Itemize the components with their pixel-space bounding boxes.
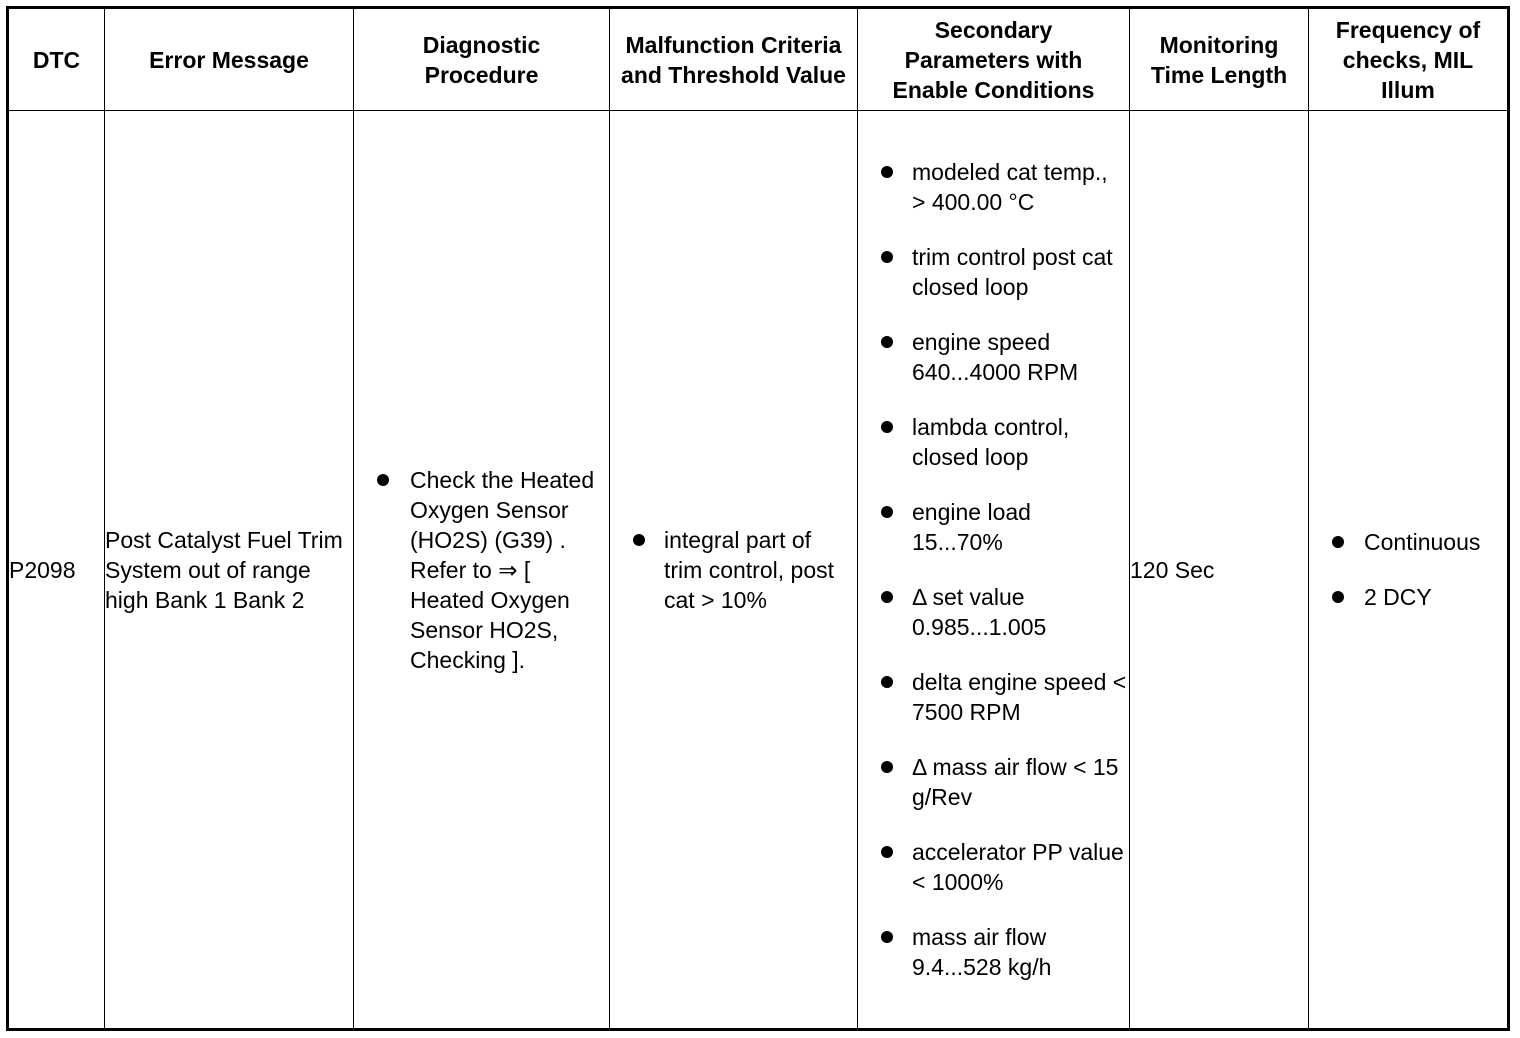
criteria-item: integral part of trim control, post cat > 10%	[610, 525, 857, 615]
parameter-item: engine load 15...70%	[858, 497, 1129, 557]
secondary-parameters-list	[858, 157, 1129, 982]
procedure-item: Check the Heated Oxygen Sensor (HO2S) (G39) . Refer to ⇒ [ Heated Oxygen Sensor HO2S, Checking ].	[354, 465, 609, 675]
parameter-item: lambda control, closed loop	[858, 412, 1129, 472]
frequency-list	[1309, 527, 1507, 612]
parameter-item: trim control post cat closed loop	[858, 242, 1129, 302]
dtc-table	[6, 6, 1510, 1031]
header-error-message: Error Message	[105, 8, 354, 111]
parameter-item: modeled cat temp., > 400.00 °C	[858, 157, 1129, 217]
parameter-item: Δ set value 0.985...1.005	[858, 582, 1129, 642]
header-malfunction-criteria: Malfunction Criteria and Threshold Value	[610, 8, 858, 111]
parameter-item: delta engine speed < 7500 RPM	[858, 667, 1129, 727]
cell-dtc: P2098	[8, 111, 105, 1030]
cell-secondary-parameters	[858, 111, 1130, 1030]
parameter-item: Δ mass air flow < 15 g/Rev	[858, 752, 1129, 812]
cell-frequency	[1309, 111, 1509, 1030]
cell-error-message: Post Catalyst Fuel Trim System out of range high Bank 1 Bank 2	[105, 111, 354, 1030]
criteria-list	[610, 525, 857, 615]
header-row	[8, 8, 1509, 111]
header-diagnostic-procedure	[354, 8, 610, 111]
parameter-item: engine speed 640...4000 RPM	[858, 327, 1129, 387]
cell-diagnostic-procedure	[354, 111, 610, 1030]
parameter-item: accelerator PP value < 1000%	[858, 837, 1129, 897]
header-frequency-text: Frequency of checks, MIL Illum	[1335, 16, 1481, 103]
header-frequency	[1309, 8, 1509, 111]
header-secondary-parameters-text: Secondary Parameters with Enable Conditions	[892, 16, 1095, 103]
header-diagnostic-procedure-text: Diagnostic Procedure	[422, 31, 541, 88]
frequency-item: 2 DCY	[1309, 582, 1507, 612]
header-dtc: DTC	[8, 8, 105, 111]
cell-monitoring-time: 120 Sec	[1130, 111, 1309, 1030]
procedure-list	[354, 465, 609, 675]
cell-malfunction-criteria	[610, 111, 858, 1030]
parameter-item: mass air flow 9.4...528 kg/h	[858, 922, 1129, 982]
frequency-item: Continuous	[1309, 527, 1507, 557]
header-secondary-parameters	[858, 8, 1130, 111]
table-row	[8, 111, 1509, 1030]
header-monitoring-time: Monitoring Time Length	[1130, 8, 1309, 111]
